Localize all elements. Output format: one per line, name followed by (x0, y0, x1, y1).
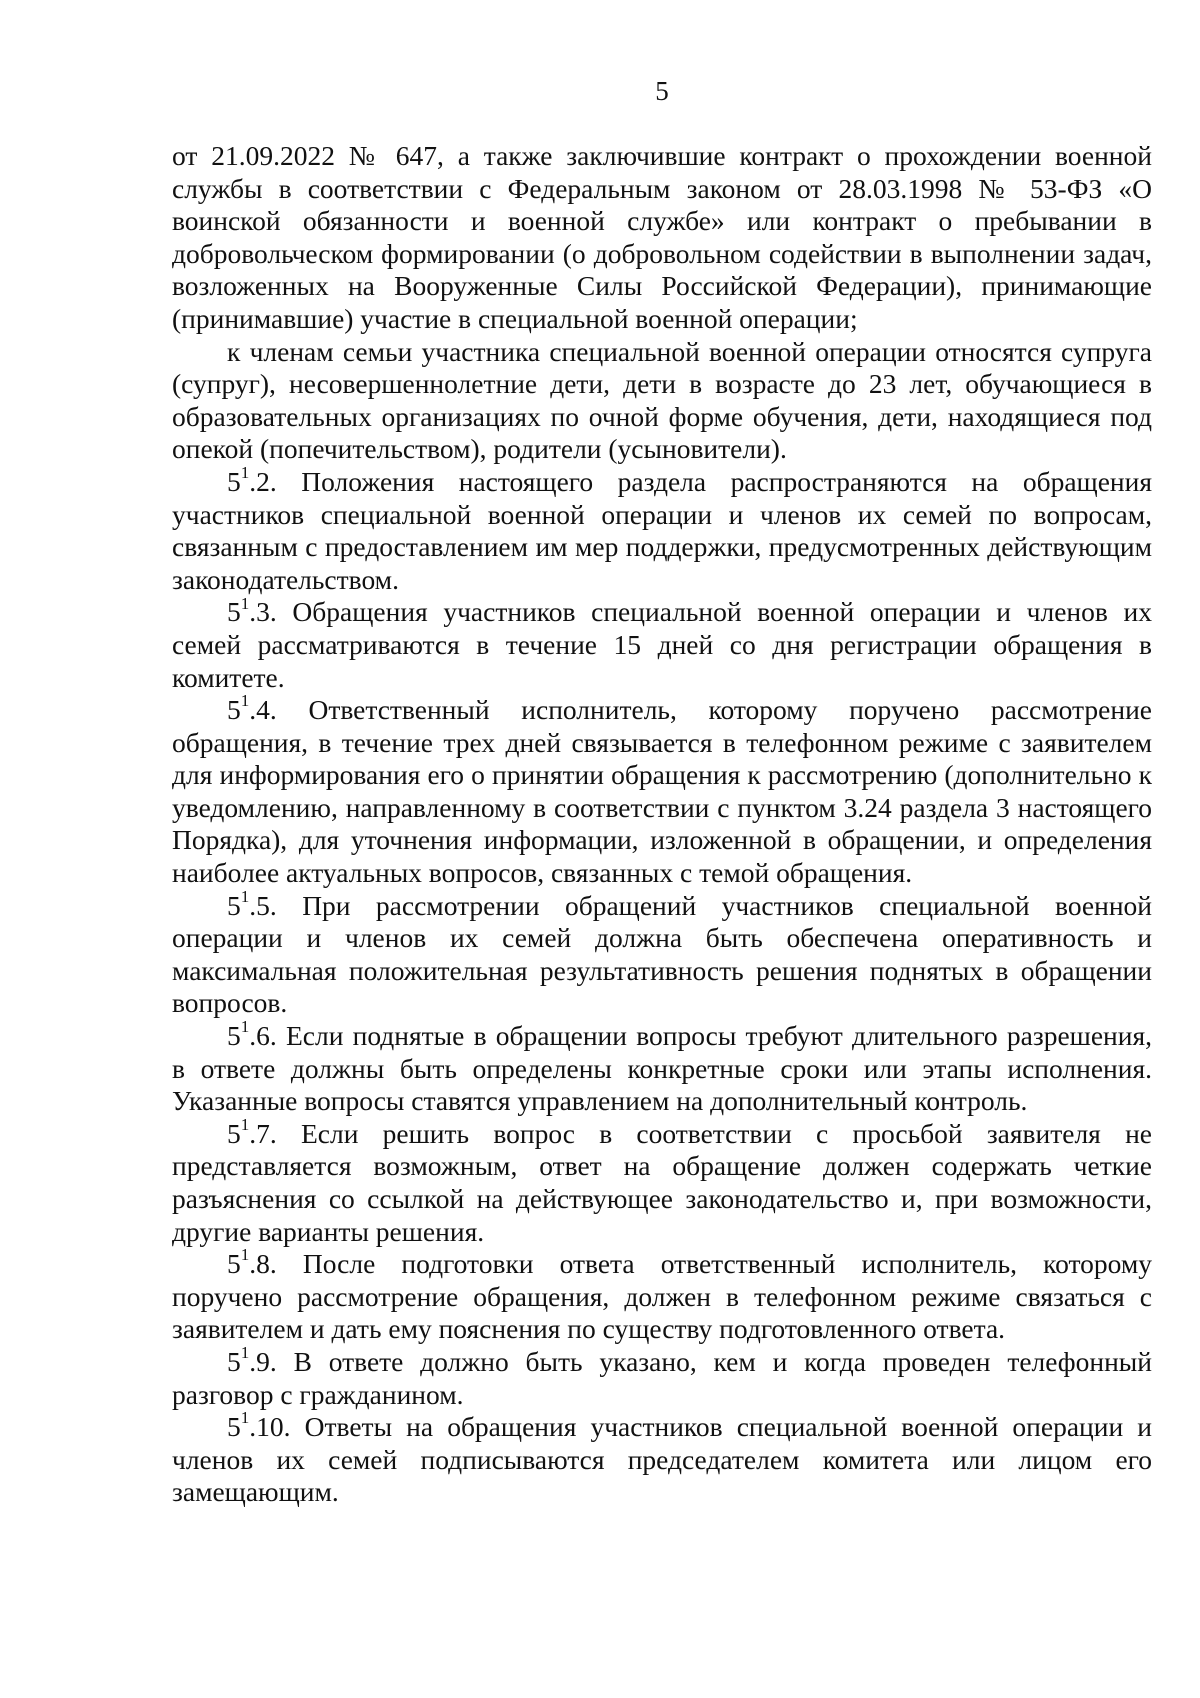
paragraph-5-1-4 (172, 691, 1152, 890)
paragraph-5-1-2 (172, 463, 1153, 596)
page-number: 5 (655, 76, 669, 106)
clause-number: $5^1.3$. (227, 593, 277, 628)
paragraph-text: В ответе должно быть указано, кем и когда проведен телефонный разговор с гражданином. (172, 1345, 1153, 1410)
clause-number: $5^1.7$. (227, 1115, 277, 1149)
paragraph-text: Обращения участников специальной военной операции и членов их семей рассматриваются в течение 15 дней со дня регистрации обращения в комитете. (172, 596, 1152, 693)
clause-number: $5^1.5$. (227, 886, 277, 921)
clause-number: $5^1.10$. (227, 1408, 291, 1443)
paragraph-text: Ответственный исполнитель, которому поручено рассмотрение обращения, в течение трех дней связывается в телефонном режиме с заявителем для информирования его о принятии обращения к рассмотрению (дополнительно к уведомлению, направленному в соответствии с пунктом 3.24 раздела 3 настоящего Порядка), для уточнения информации, изложенной в обращении, и определения наиболее актуальных вопросов, связанных с темой обращения. (172, 694, 1152, 889)
paragraph-text: Если решить вопрос в соответствии с просьбой заявителя не представляется возможным, ответ на обращение должен содержать четкие разъяснения со ссылкой на действующее законодательство и, при возможности, другие варианты решения. (172, 1117, 1152, 1247)
paragraph-text: Если поднятые в обращении вопросы требуют длительного разрешения, в ответе должны быть определены конкретные сроки или этапы исполнения. Указанные вопросы ставятся управлением на дополнительный контроль. (172, 1020, 1153, 1117)
paragraph-5-1-5 (172, 886, 1153, 1020)
clause-number: $5^1.2$. (227, 463, 277, 497)
paragraph-5-1-6 (172, 1017, 1153, 1118)
paragraph-text: После подготовки ответа ответственный исполнитель, которому поручено рассмотрение обращения, должен в телефонном режиме связаться с заявителем и дать ему пояснения по существу подготовленного ответа. (172, 1248, 1153, 1345)
paragraph-text: Положения настоящего раздела распространяются на обращения участников специальной военной операции и членов их семей по вопросам, связанным с предоставлением им мер поддержки, предусмотренных действующим законодательством. (172, 465, 1153, 595)
clause-number: $5^1.6$. (227, 1017, 277, 1052)
paragraph-5-1-8 (172, 1245, 1153, 1346)
document-body (172, 140, 1152, 1509)
paragraph-text: При рассмотрении обращений участников специальной военной операции и членов их семей должна быть обеспечена оперативность и максимальная положительная результативность решения поднятых в обращении вопросов. (172, 889, 1153, 1019)
paragraph-family-members (172, 336, 1152, 466)
clause-number: $5^1.4$. (227, 691, 277, 726)
paragraph-text: Ответы на обращения участников специальной военной операции и членов их семей подписываются председателем комитета или лицом его замещающим. (172, 1411, 1153, 1508)
clause-number: $5^1.9$. (227, 1343, 277, 1377)
paragraph-5-1-9 (172, 1343, 1153, 1411)
clause-number: $5^1.8$. (227, 1245, 277, 1280)
paragraph-5-1-7 (172, 1115, 1152, 1248)
paragraph-intro (172, 140, 1152, 336)
paragraph-text: к членам семьи участника специальной военной операции относятся супруга (супруг), несовершеннолетние дети, дети в возрасте до 23 лет, обучающиеся в образовательных организациях по очной форме обучения, дети, находящиеся под опекой (попечительством), родители (усыновители). (172, 335, 1152, 465)
paragraph-5-1-3 (172, 593, 1152, 694)
paragraph-text: от 21.09.2022 № 647, а также заключившие контракт о прохождении военной службы в соответствии с Федеральным законом от 28.03.1998 № 53-ФЗ «О воинской обязанности и военной службе» или контракт о пребывании в добровольческом формировании (о добровольном содействии в выполнении задач, возложенных на Вооруженные Силы Российской Федерации), принимающие (принимавшие) участие в специальной военной операции; (172, 140, 1152, 334)
paragraph-5-1-10 (172, 1408, 1153, 1509)
